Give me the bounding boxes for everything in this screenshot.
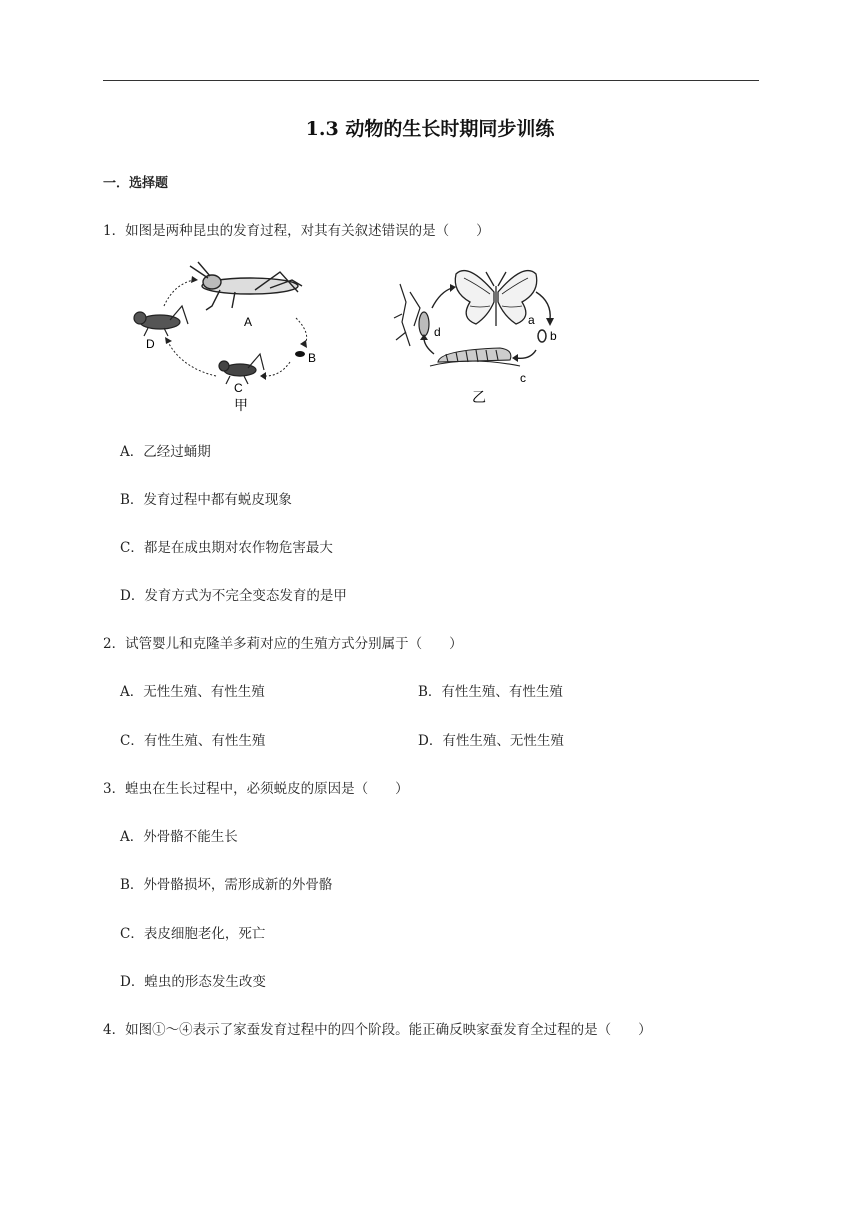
- question-1-stem: 1．如图是两种昆虫的发育过程，对其有关叙述错误的是（ ）: [103, 223, 490, 239]
- q3-option-a[interactable]: A．外骨骼不能生长: [120, 829, 238, 845]
- label-D: D: [146, 337, 155, 351]
- label-a: a: [528, 313, 535, 327]
- label-A: A: [244, 315, 253, 329]
- q1-option-a[interactable]: A．乙经过蛹期: [120, 444, 211, 460]
- q3-option-b[interactable]: B．外骨骼损坏，需形成新的外骨骼: [120, 877, 333, 893]
- egg-b-drawing: [538, 330, 546, 342]
- q2-option-b[interactable]: B．有性生殖、有性生殖: [418, 684, 563, 700]
- q1-option-c[interactable]: C．都是在成虫期对农作物危害最大: [120, 540, 333, 556]
- question-4-stem: 4．如图①～④表示了家蚕发育过程中的四个阶段。能正确反映家蚕发育全过程的是（ ）: [103, 1022, 652, 1038]
- label-d: d: [434, 325, 441, 339]
- q3-option-c[interactable]: C．表皮细胞老化，死亡: [120, 926, 266, 942]
- q1-option-d[interactable]: D．发育方式为不完全变态发育的是甲: [120, 588, 347, 604]
- section-heading: 一．选择题: [103, 176, 169, 191]
- page-title: 1.3 动物的生长时期同步训练: [305, 118, 555, 140]
- q2-option-c[interactable]: C．有性生殖、有性生殖: [120, 733, 266, 749]
- question-3-stem: 3．蝗虫在生长过程中，必须蜕皮的原因是（ ）: [103, 781, 409, 797]
- egg-drawing: [295, 351, 305, 357]
- caption-jia: 甲: [234, 397, 248, 413]
- question-2-stem: 2．试管婴儿和克隆羊多莉对应的生殖方式分别属于（ ）: [103, 636, 463, 652]
- nymph-d-drawing: [134, 306, 188, 336]
- label-c: c: [520, 371, 526, 385]
- label-b: b: [550, 329, 557, 343]
- grasshopper-adult-drawing: [190, 262, 302, 310]
- q2-option-d[interactable]: D．有性生殖、无性生殖: [418, 733, 564, 749]
- label-C: C: [234, 381, 243, 395]
- caption-yi: 乙: [472, 389, 486, 405]
- figure-grasshopper-cycle: [120, 258, 330, 418]
- figure-butterfly-cycle: [390, 262, 580, 407]
- larva-drawing: [430, 348, 520, 366]
- butterfly-adult-drawing: [455, 271, 536, 326]
- nymph-c-drawing: [219, 354, 264, 384]
- header-rule: [103, 80, 759, 81]
- q3-option-d[interactable]: D．蝗虫的形态发生改变: [120, 974, 266, 990]
- q2-option-a[interactable]: A．无性生殖、有性生殖: [120, 684, 265, 700]
- q1-option-b[interactable]: B．发育过程中都有蜕皮现象: [120, 492, 292, 508]
- label-B: B: [308, 351, 317, 365]
